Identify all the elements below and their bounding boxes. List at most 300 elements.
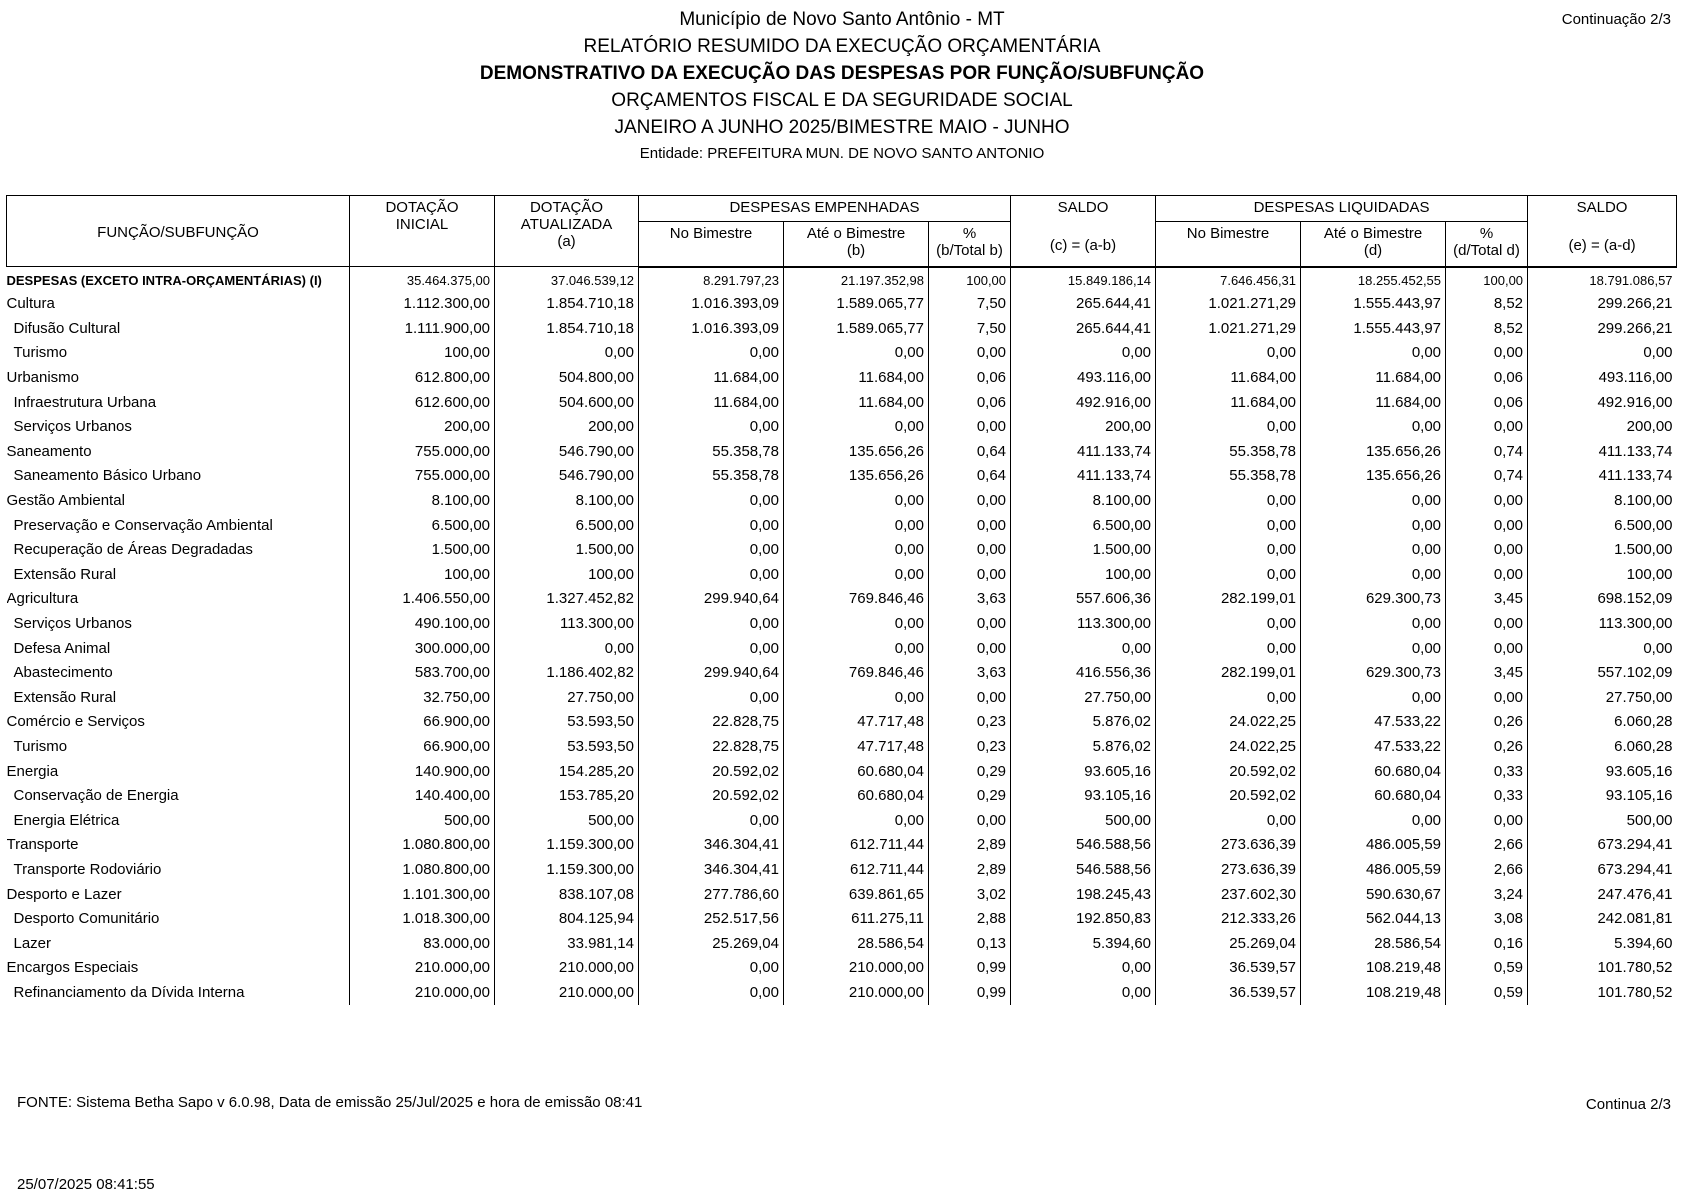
cell-emp-ate-bimestre: 769.846,46: [784, 660, 929, 685]
statement-title: DEMONSTRATIVO DA EXECUÇÃO DAS DESPESAS POR FUNÇÃO/SUBFUNÇÃO: [479, 63, 1205, 84]
cell-saldo-c: 27.750,00: [1011, 685, 1156, 710]
cell-emp-no-bimestre: 299.940,64: [639, 660, 784, 685]
cell-dotacao-inicial: 100,00: [350, 562, 495, 587]
subfunction-row: [7, 611, 1677, 636]
cell-dotacao-atualizada: 546.790,00: [495, 464, 639, 489]
cell-emp-pct: 0,00: [929, 414, 1011, 439]
function-row: [7, 759, 1677, 784]
cell-emp-no-bimestre: 0,00: [639, 685, 784, 710]
row-label: Serviços Urbanos: [13, 418, 132, 436]
row-label: Lazer: [13, 934, 52, 952]
cell-emp-ate-bimestre: 0,00: [784, 611, 929, 636]
cell-liq-no-bimestre: 0,00: [1156, 537, 1301, 562]
report-period: JANEIRO A JUNHO 2025/BIMESTRE MAIO - JUNHO: [614, 117, 1070, 138]
cell-liq-ate-bimestre: 0,00: [1301, 513, 1446, 538]
col-dotacao-inicial-header: DOTAÇÃO INICIAL: [350, 196, 495, 267]
subfunction-row: [7, 341, 1677, 366]
cell-dotacao-inicial: 83.000,00: [350, 931, 495, 956]
municipality-title: Município de Novo Santo Antônio - MT: [679, 9, 1005, 30]
cell-saldo-c: 200,00: [1011, 414, 1156, 439]
cell-saldo-c: 0,00: [1011, 956, 1156, 981]
cell-emp-pct: 0,00: [929, 488, 1011, 513]
cell-saldo-e: 492.916,00: [1528, 390, 1677, 415]
cell-dotacao-atualizada: 6.500,00: [495, 513, 639, 538]
cell-liq-no-bimestre: 36.539,57: [1156, 980, 1301, 1005]
cell-liq-ate-bimestre: 28.586,54: [1301, 931, 1446, 956]
continuation-label: Continuação 2/3: [1561, 11, 1671, 28]
cell-dotacao-inicial: 1.080.800,00: [350, 857, 495, 882]
function-row: [7, 587, 1677, 612]
cell-liq-ate-bimestre: 47.533,22: [1301, 710, 1446, 735]
cell-saldo-c: 93.105,16: [1011, 783, 1156, 808]
cell-saldo-e: 6.060,28: [1528, 734, 1677, 759]
cell-saldo-e: 0,00: [1528, 636, 1677, 661]
cell-emp-ate-bimestre: 11.684,00: [784, 365, 929, 390]
cell-liq-pct: 3,08: [1446, 906, 1528, 931]
cell-liq-ate-bimestre: 135.656,26: [1301, 464, 1446, 489]
cell-emp-no-bimestre: 22.828,75: [639, 734, 784, 759]
cell-liq-ate-bimestre: 0,00: [1301, 562, 1446, 587]
subfunction-row: [7, 316, 1677, 341]
row-label: Serviços Urbanos: [13, 615, 132, 633]
cell-emp-ate-bimestre: 1.589.065,77: [784, 316, 929, 341]
cell-emp-no-bimestre: 346.304,41: [639, 857, 784, 882]
subfunction-row: [7, 906, 1677, 931]
cell-liq-no-bimestre: 1.021.271,29: [1156, 292, 1301, 317]
cell-saldo-e: 93.105,16: [1528, 783, 1677, 808]
cell-saldo-e: 100,00: [1528, 562, 1677, 587]
cell-emp-pct: 0,99: [929, 980, 1011, 1005]
function-row: [7, 292, 1677, 317]
col-emp-ate-bimestre-header: Até o Bimestre (b): [784, 222, 929, 267]
cell-dotacao-inicial: 300.000,00: [350, 636, 495, 661]
cell-dotacao-inicial: 1.500,00: [350, 537, 495, 562]
cell-saldo-c: 5.394,60: [1011, 931, 1156, 956]
cell-emp-pct: 0,29: [929, 759, 1011, 784]
cell-emp-ate-bimestre: 1.589.065,77: [784, 292, 929, 317]
cell-saldo-e: 101.780,52: [1528, 980, 1677, 1005]
cell-dotacao-inicial: 1.080.800,00: [350, 833, 495, 858]
cell-saldo-e: 299.266,21: [1528, 292, 1677, 317]
cell-saldo-e: 673.294,41: [1528, 857, 1677, 882]
subfunction-row: [7, 931, 1677, 956]
cell-emp-ate-bimestre: 11.684,00: [784, 390, 929, 415]
cell-emp-pct: 0,64: [929, 439, 1011, 464]
cell-emp-ate-bimestre: 0,00: [784, 341, 929, 366]
cell-dotacao-atualizada: 504.800,00: [495, 365, 639, 390]
cell-emp-pct: 2,89: [929, 833, 1011, 858]
cell-liq-ate-bimestre: 0,00: [1301, 414, 1446, 439]
cell-emp-ate-bimestre: 47.717,48: [784, 734, 929, 759]
cell-saldo-c: 5.876,02: [1011, 734, 1156, 759]
subfunction-row: [7, 685, 1677, 710]
cell-dotacao-inicial: 1.406.550,00: [350, 587, 495, 612]
cell-emp-ate-bimestre: 47.717,48: [784, 710, 929, 735]
cell-liq-ate-bimestre: 590.630,67: [1301, 882, 1446, 907]
cell-emp-ate-bimestre: 0,00: [784, 808, 929, 833]
row-label: Saneamento Básico Urbano: [13, 467, 202, 485]
cell-dotacao-atualizada: 8.100,00: [495, 488, 639, 513]
cell-emp-pct: 0,64: [929, 464, 1011, 489]
cell-emp-ate-bimestre: 0,00: [784, 685, 929, 710]
cell-dotacao-atualizada: 0,00: [495, 341, 639, 366]
cell-dotacao-inicial: 490.100,00: [350, 611, 495, 636]
cell-emp-ate-bimestre: 0,00: [784, 562, 929, 587]
cell-dotacao-atualizada: 33.981,14: [495, 931, 639, 956]
cell-dotacao-atualizada: 153.785,20: [495, 783, 639, 808]
cell-emp-no-bimestre: 0,00: [639, 636, 784, 661]
function-row: [7, 882, 1677, 907]
cell-dotacao-atualizada: 1.854.710,18: [495, 292, 639, 317]
table-body: [7, 267, 1677, 1005]
cell-emp-no-bimestre: 20.592,02: [639, 759, 784, 784]
cell-liq-no-bimestre: 0,00: [1156, 611, 1301, 636]
cell-liq-pct: 0,16: [1446, 931, 1528, 956]
cell-liq-pct: 2,66: [1446, 833, 1528, 858]
cell-saldo-c: 411.133,74: [1011, 464, 1156, 489]
cell-liq-ate-bimestre: 562.044,13: [1301, 906, 1446, 931]
col-emp-pct-header: % (b/Total b): [929, 222, 1011, 267]
cell-emp-pct: 0,06: [929, 365, 1011, 390]
subfunction-row: [7, 537, 1677, 562]
cell-saldo-c: 198.245,43: [1011, 882, 1156, 907]
cell-liq-no-bimestre: 0,00: [1156, 488, 1301, 513]
cell-saldo-e: 101.780,52: [1528, 956, 1677, 981]
cell-dotacao-atualizada: 838.107,08: [495, 882, 639, 907]
cell-liq-ate-bimestre: 1.555.443,97: [1301, 316, 1446, 341]
cell-emp-pct: 3,02: [929, 882, 1011, 907]
cell-emp-no-bimestre: 1.016.393,09: [639, 316, 784, 341]
cell-emp-ate-bimestre: 135.656,26: [784, 439, 929, 464]
cell-saldo-c: 6.500,00: [1011, 513, 1156, 538]
cell-emp-pct: 0,06: [929, 390, 1011, 415]
cell-liq-pct: 3,24: [1446, 882, 1528, 907]
cell-emp-pct: 0,29: [929, 783, 1011, 808]
cell-dotacao-atualizada: 113.300,00: [495, 611, 639, 636]
cell-liq-no-bimestre: 0,00: [1156, 562, 1301, 587]
cell-liq-no-bimestre: 11.684,00: [1156, 365, 1301, 390]
cell-saldo-e: 6.060,28: [1528, 710, 1677, 735]
cell-emp-no-bimestre: 0,00: [639, 537, 784, 562]
cell-saldo-e: 557.102,09: [1528, 660, 1677, 685]
cell-liq-ate-bimestre: 0,00: [1301, 808, 1446, 833]
cell-liq-ate-bimestre: 629.300,73: [1301, 660, 1446, 685]
cell-emp-ate-bimestre: 60.680,04: [784, 759, 929, 784]
cell-dotacao-atualizada: 804.125,94: [495, 906, 639, 931]
row-label: Energia: [6, 762, 59, 780]
cell-saldo-c: 0,00: [1011, 636, 1156, 661]
cell-liq-ate-bimestre: 0,00: [1301, 685, 1446, 710]
cell-liq-no-bimestre: 237.602,30: [1156, 882, 1301, 907]
budget-scope: ORÇAMENTOS FISCAL E DA SEGURIDADE SOCIAL: [611, 90, 1073, 111]
cell-liq-pct: 0,00: [1446, 488, 1528, 513]
cell-liq-pct: 8,52: [1446, 292, 1528, 317]
row-label: Urbanismo: [6, 369, 80, 387]
cell-emp-pct: 2,89: [929, 857, 1011, 882]
cell-liq-no-bimestre: 20.592,02: [1156, 759, 1301, 784]
subfunction-row: [7, 660, 1677, 685]
cell-emp-no-bimestre: 11.684,00: [639, 365, 784, 390]
cell-emp-pct: 3,63: [929, 587, 1011, 612]
row-label: Extensão Rural: [13, 688, 117, 706]
cell-emp-ate-bimestre: 60.680,04: [784, 783, 929, 808]
cell-liq-no-bimestre: 212.333,26: [1156, 906, 1301, 931]
cell-liq-ate-bimestre: 47.533,22: [1301, 734, 1446, 759]
cell-dotacao-inicial: 35.464.375,00: [350, 267, 495, 292]
subfunction-row: [7, 636, 1677, 661]
cell-saldo-e: 247.476,41: [1528, 882, 1677, 907]
function-row: [7, 833, 1677, 858]
cell-dotacao-inicial: 612.800,00: [350, 365, 495, 390]
subfunction-row: [7, 414, 1677, 439]
cell-liq-no-bimestre: 55.358,78: [1156, 439, 1301, 464]
cell-saldo-e: 8.100,00: [1528, 488, 1677, 513]
cell-emp-ate-bimestre: 0,00: [784, 414, 929, 439]
col-emp-no-bimestre-header: No Bimestre: [639, 222, 784, 267]
row-label: Turismo: [13, 344, 68, 362]
function-row: [7, 365, 1677, 390]
cell-emp-no-bimestre: 299.940,64: [639, 587, 784, 612]
cell-dotacao-atualizada: 53.593,50: [495, 734, 639, 759]
cell-liq-ate-bimestre: 0,00: [1301, 537, 1446, 562]
row-label: Infraestrutura Urbana: [13, 393, 157, 411]
cell-saldo-e: 500,00: [1528, 808, 1677, 833]
cell-dotacao-inicial: 140.900,00: [350, 759, 495, 784]
row-label: Transporte: [6, 836, 79, 854]
cell-saldo-e: 299.266,21: [1528, 316, 1677, 341]
cell-liq-no-bimestre: 0,00: [1156, 808, 1301, 833]
cell-liq-pct: 100,00: [1446, 267, 1528, 292]
cell-emp-no-bimestre: 0,00: [639, 611, 784, 636]
cell-liq-pct: 0,59: [1446, 980, 1528, 1005]
cell-saldo-c: 93.605,16: [1011, 759, 1156, 784]
report-title: RELATÓRIO RESUMIDO DA EXECUÇÃO ORÇAMENTÁRIA: [583, 36, 1101, 57]
subfunction-row: [7, 808, 1677, 833]
cell-dotacao-atualizada: 37.046.539,12: [495, 267, 639, 292]
cell-liq-ate-bimestre: 0,00: [1301, 611, 1446, 636]
cell-emp-pct: 100,00: [929, 267, 1011, 292]
function-row: [7, 710, 1677, 735]
cell-emp-pct: 0,13: [929, 931, 1011, 956]
row-label: DESPESAS (EXCETO INTRA-ORÇAMENTÁRIAS) (I): [6, 272, 322, 288]
col-liq-ate-bimestre-header: Até o Bimestre (d): [1301, 222, 1446, 267]
cell-saldo-e: 242.081,81: [1528, 906, 1677, 931]
cell-emp-ate-bimestre: 0,00: [784, 488, 929, 513]
cell-emp-no-bimestre: 55.358,78: [639, 464, 784, 489]
cell-emp-pct: 0,00: [929, 562, 1011, 587]
cell-emp-ate-bimestre: 611.275,11: [784, 906, 929, 931]
cell-emp-pct: 7,50: [929, 292, 1011, 317]
cell-liq-no-bimestre: 1.021.271,29: [1156, 316, 1301, 341]
cell-emp-ate-bimestre: 0,00: [784, 513, 929, 538]
cell-dotacao-atualizada: 1.327.452,82: [495, 587, 639, 612]
cell-liq-pct: 0,00: [1446, 414, 1528, 439]
cell-saldo-c: 0,00: [1011, 980, 1156, 1005]
cell-dotacao-inicial: 140.400,00: [350, 783, 495, 808]
cell-liq-pct: 3,45: [1446, 660, 1528, 685]
cell-emp-ate-bimestre: 135.656,26: [784, 464, 929, 489]
cell-emp-pct: 2,88: [929, 906, 1011, 931]
cell-emp-pct: 0,00: [929, 537, 1011, 562]
cell-liq-pct: 0,00: [1446, 611, 1528, 636]
cell-emp-pct: 0,00: [929, 341, 1011, 366]
cell-saldo-c: 113.300,00: [1011, 611, 1156, 636]
cell-liq-no-bimestre: 0,00: [1156, 685, 1301, 710]
cell-liq-no-bimestre: 24.022,25: [1156, 734, 1301, 759]
cell-emp-ate-bimestre: 28.586,54: [784, 931, 929, 956]
cell-liq-no-bimestre: 7.646.456,31: [1156, 267, 1301, 292]
row-label: Comércio e Serviços: [6, 713, 145, 731]
cell-emp-ate-bimestre: 0,00: [784, 537, 929, 562]
cell-liq-pct: 0,00: [1446, 636, 1528, 661]
cell-dotacao-inicial: 612.600,00: [350, 390, 495, 415]
col-liq-no-bimestre-header: No Bimestre: [1156, 222, 1301, 267]
cell-dotacao-atualizada: 1.500,00: [495, 537, 639, 562]
cell-liq-pct: 3,45: [1446, 587, 1528, 612]
cell-emp-pct: 0,99: [929, 956, 1011, 981]
cell-liq-ate-bimestre: 0,00: [1301, 341, 1446, 366]
cell-dotacao-atualizada: 1.186.402,82: [495, 660, 639, 685]
cell-dotacao-inicial: 8.100,00: [350, 488, 495, 513]
cell-emp-no-bimestre: 0,00: [639, 808, 784, 833]
cell-liq-pct: 0,00: [1446, 562, 1528, 587]
cell-dotacao-atualizada: 500,00: [495, 808, 639, 833]
print-timestamp: 25/07/2025 08:41:55: [17, 1176, 155, 1193]
cell-saldo-c: 0,00: [1011, 341, 1156, 366]
cell-liq-ate-bimestre: 60.680,04: [1301, 783, 1446, 808]
subfunction-row: [7, 783, 1677, 808]
cell-dotacao-inicial: 755.000,00: [350, 464, 495, 489]
col-liq-pct-header: % (d/Total d): [1446, 222, 1528, 267]
cell-dotacao-inicial: 66.900,00: [350, 734, 495, 759]
cell-saldo-c: 546.588,56: [1011, 833, 1156, 858]
cell-liq-no-bimestre: 0,00: [1156, 636, 1301, 661]
cell-emp-pct: 0,00: [929, 808, 1011, 833]
subfunction-row: [7, 562, 1677, 587]
cell-emp-pct: 7,50: [929, 316, 1011, 341]
cell-dotacao-atualizada: 504.600,00: [495, 390, 639, 415]
cell-liq-pct: 0,74: [1446, 464, 1528, 489]
cell-liq-pct: 0,00: [1446, 513, 1528, 538]
row-label: Extensão Rural: [13, 565, 117, 583]
cell-emp-pct: 0,23: [929, 710, 1011, 735]
cell-liq-pct: 0,00: [1446, 808, 1528, 833]
cell-dotacao-atualizada: 1.854.710,18: [495, 316, 639, 341]
cell-emp-no-bimestre: 0,00: [639, 980, 784, 1005]
row-label: Saneamento: [6, 442, 92, 460]
cell-emp-ate-bimestre: 210.000,00: [784, 956, 929, 981]
cell-emp-ate-bimestre: 612.711,44: [784, 857, 929, 882]
cell-dotacao-inicial: 210.000,00: [350, 956, 495, 981]
cell-emp-no-bimestre: 0,00: [639, 341, 784, 366]
cell-liq-pct: 0,26: [1446, 734, 1528, 759]
cell-liq-ate-bimestre: 1.555.443,97: [1301, 292, 1446, 317]
cell-liq-pct: 0,26: [1446, 710, 1528, 735]
cell-emp-no-bimestre: 11.684,00: [639, 390, 784, 415]
cell-emp-no-bimestre: 0,00: [639, 488, 784, 513]
cell-emp-no-bimestre: 0,00: [639, 956, 784, 981]
cell-liq-pct: 0,33: [1446, 783, 1528, 808]
entity-label: Entidade: PREFEITURA MUN. DE NOVO SANTO ANTONIO: [639, 145, 1045, 162]
subfunction-row: [7, 464, 1677, 489]
cell-emp-pct: 3,63: [929, 660, 1011, 685]
cell-emp-ate-bimestre: 0,00: [784, 636, 929, 661]
cell-saldo-c: 557.606,36: [1011, 587, 1156, 612]
col-saldo2-header: SALDO: [1528, 196, 1677, 222]
cell-dotacao-inicial: 1.018.300,00: [350, 906, 495, 931]
cell-liq-no-bimestre: 0,00: [1156, 513, 1301, 538]
col-funcao-header: FUNÇÃO/SUBFUNÇÃO: [7, 196, 350, 267]
subfunction-row: [7, 980, 1677, 1005]
cell-liq-ate-bimestre: 18.255.452,55: [1301, 267, 1446, 292]
cell-saldo-e: 0,00: [1528, 341, 1677, 366]
col-saldo1-header: SALDO: [1011, 196, 1156, 222]
cell-liq-ate-bimestre: 0,00: [1301, 488, 1446, 513]
cell-saldo-e: 411.133,74: [1528, 439, 1677, 464]
cell-saldo-c: 411.133,74: [1011, 439, 1156, 464]
row-label: Desporto e Lazer: [6, 885, 122, 903]
cell-liq-ate-bimestre: 629.300,73: [1301, 587, 1446, 612]
row-label: Difusão Cultural: [13, 319, 121, 337]
subfunction-row: [7, 857, 1677, 882]
cell-emp-no-bimestre: 1.016.393,09: [639, 292, 784, 317]
cell-liq-no-bimestre: 25.269,04: [1156, 931, 1301, 956]
cell-saldo-e: 493.116,00: [1528, 365, 1677, 390]
cell-liq-ate-bimestre: 108.219,48: [1301, 956, 1446, 981]
cell-dotacao-atualizada: 1.159.300,00: [495, 857, 639, 882]
cell-dotacao-atualizada: 27.750,00: [495, 685, 639, 710]
cell-saldo-c: 546.588,56: [1011, 857, 1156, 882]
cell-liq-ate-bimestre: 486.005,59: [1301, 833, 1446, 858]
cell-emp-no-bimestre: 277.786,60: [639, 882, 784, 907]
function-row: [7, 488, 1677, 513]
cell-liq-ate-bimestre: 0,00: [1301, 636, 1446, 661]
cell-dotacao-inicial: 210.000,00: [350, 980, 495, 1005]
row-label: Conservação de Energia: [13, 787, 179, 805]
cell-emp-no-bimestre: 0,00: [639, 562, 784, 587]
row-label: Encargos Especiais: [6, 959, 139, 977]
cell-emp-ate-bimestre: 210.000,00: [784, 980, 929, 1005]
cell-emp-ate-bimestre: 612.711,44: [784, 833, 929, 858]
cell-saldo-e: 673.294,41: [1528, 833, 1677, 858]
function-row: [7, 956, 1677, 981]
cell-liq-pct: 2,66: [1446, 857, 1528, 882]
cell-liq-ate-bimestre: 486.005,59: [1301, 857, 1446, 882]
cell-dotacao-inicial: 200,00: [350, 414, 495, 439]
cell-dotacao-inicial: 1.101.300,00: [350, 882, 495, 907]
row-label: Transporte Rodoviário: [13, 860, 162, 878]
cell-saldo-c: 416.556,36: [1011, 660, 1156, 685]
row-label: Desporto Comunitário: [13, 910, 160, 928]
source-note: FONTE: Sistema Betha Sapo v 6.0.98, Data de emissão 25/Jul/2025 e hora de emissão 08:41: [17, 1094, 643, 1111]
cell-dotacao-atualizada: 200,00: [495, 414, 639, 439]
cell-emp-no-bimestre: 0,00: [639, 513, 784, 538]
cell-emp-no-bimestre: 252.517,56: [639, 906, 784, 931]
row-label: Abastecimento: [13, 664, 113, 682]
cell-liq-pct: 0,06: [1446, 365, 1528, 390]
cell-liq-no-bimestre: 24.022,25: [1156, 710, 1301, 735]
cell-liq-no-bimestre: 273.636,39: [1156, 833, 1301, 858]
cell-liq-ate-bimestre: 135.656,26: [1301, 439, 1446, 464]
cell-liq-no-bimestre: 273.636,39: [1156, 857, 1301, 882]
table-header: [7, 196, 1677, 267]
continues-label: Continua 2/3: [1585, 1096, 1671, 1113]
cell-saldo-c: 15.849.186,14: [1011, 267, 1156, 292]
cell-emp-no-bimestre: 346.304,41: [639, 833, 784, 858]
cell-emp-pct: 0,00: [929, 513, 1011, 538]
subfunction-row: [7, 390, 1677, 415]
cell-emp-pct: 0,00: [929, 636, 1011, 661]
